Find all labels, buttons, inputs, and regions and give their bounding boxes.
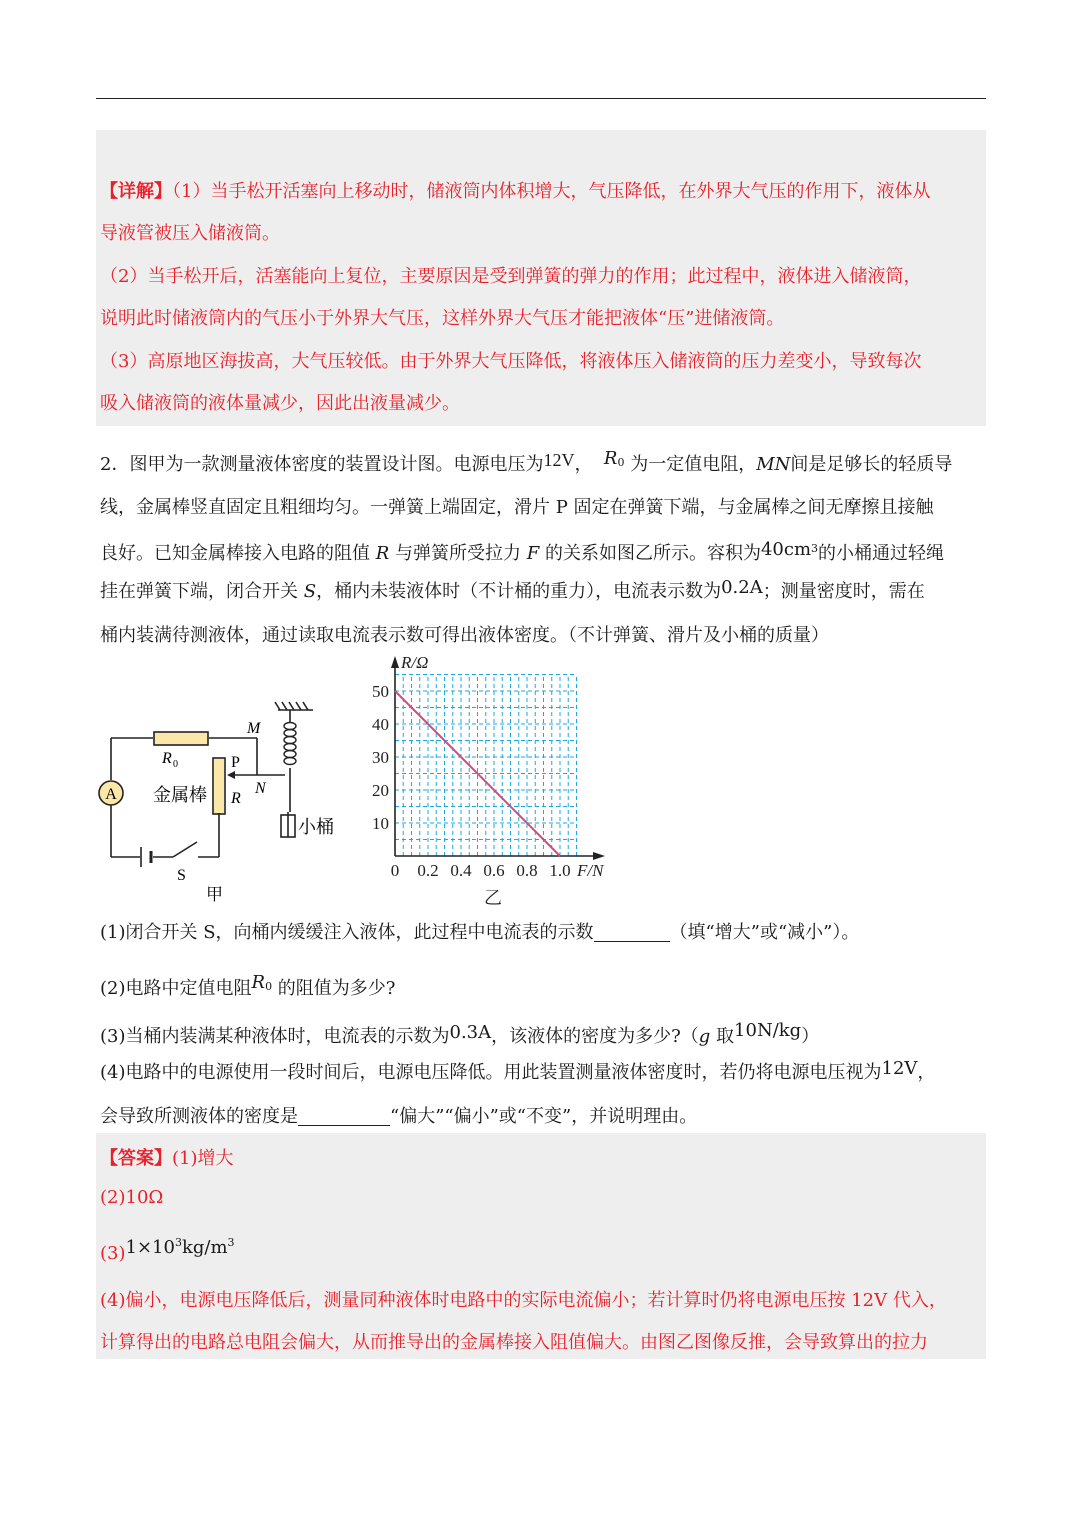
- detail-line-3: （2）当手松开后，活塞能向上复位，主要原因是受到弹簧的弹力的作用；此过程中，液体进入储液筒，: [100, 266, 922, 287]
- subquestion-4-line-2: 会导致所测液体的密度是 “偏大”“偏小”或“不变”，并说明理由。: [100, 1106, 698, 1127]
- question-line-4: 挂在弹簧下端，闭合开关 S，桶内未装液体时（不计桶的重力），电流表示数为0.2A；测量密度时，需在: [100, 577, 925, 602]
- answer-line-5: 计算得出的电路总电阻会偏大，从而推导出的金属棒接入阻值偏大。由图乙图像反推，会导致算出的拉力: [100, 1332, 928, 1353]
- circuit-caption: 甲: [206, 885, 223, 904]
- answer-line-3: $(3)1\times 10^3kg/m^3$: [100, 1236, 235, 1264]
- answer-line-4: (4)偏小，电源电压降低后，测量同种液体时电路中的实际电流偏小；若计算时仍将电源电压按 12V 代入，: [100, 1290, 947, 1311]
- detail-line-2: 导液管被压入储液筒。: [100, 223, 280, 244]
- bucket-label: 小桶: [298, 817, 334, 837]
- chart-caption: 乙: [484, 888, 502, 908]
- x-tick-label: 0.6: [483, 861, 505, 880]
- p-label: P: [231, 754, 240, 771]
- switch-label: S: [177, 867, 186, 884]
- r-label: R: [231, 790, 241, 807]
- subquestion-4-line-1: (4)电路中的电源使用一段时间后，电源电压降低。用此装置测量液体密度时，若仍将电源电压视为12V，: [100, 1058, 936, 1083]
- ammeter-label: A: [105, 786, 117, 803]
- answer-blank-4[interactable]: [298, 1107, 390, 1126]
- rod-label: 金属棒: [153, 785, 207, 805]
- header-rule: [96, 98, 986, 99]
- question-line-5: 桶内装满待测液体，通过读取电流表示数可得出液体密度。（不计弹簧、滑片及小桶的质量）: [100, 625, 829, 646]
- detail-line-4: 说明此时储液筒内的气压小于外界大气压，这样外界大气压才能把液体“压”进储液筒。: [100, 308, 785, 329]
- x-axis-arrow: [593, 852, 605, 860]
- subquestion-1: (1)闭合开关 S，向桶内缓缓注入液体，此过程中电流表的示数 （填“增大”或“减小”）。: [100, 922, 860, 943]
- answer-tag: 【答案】: [100, 1148, 172, 1169]
- resistor-r0: [154, 732, 208, 745]
- y-tick-label: 50: [372, 682, 389, 701]
- answer-blank-1[interactable]: [594, 923, 670, 942]
- detail-line-5: （3）高原地区海拔高，大气压较低。由于外界大气压降低，将液体压入储液筒的压力差变小，导致每次: [100, 351, 922, 372]
- x-axis-label: F/N: [577, 861, 604, 880]
- n-label: N: [255, 780, 266, 797]
- detail-line-6: 吸入储液筒的液体量减少，因此出液量减少。: [100, 393, 460, 414]
- answer-line-2: (2)10Ω: [100, 1187, 164, 1208]
- answer-line-1: 【答案】(1)增大: [100, 1148, 234, 1169]
- m-label: M: [247, 720, 261, 737]
- x-tick-label: 0.4: [450, 861, 472, 880]
- detail-tag: 【详解】: [100, 181, 172, 202]
- metal-rod: [214, 759, 224, 813]
- origin-label: 0: [390, 861, 400, 880]
- circuit-diagram: [95, 690, 335, 905]
- r0-label: R: [162, 750, 172, 767]
- question-line-1: 2．图甲为一款测量液体密度的装置设计图。电源电压为12V， $R_0$ 为一定值电阻，MN间是足够长的轻质导: [100, 448, 953, 475]
- subquestion-3: (3)当桶内装满某种液体时，电流表的示数为0.3A，该液体的密度为多少?（g 取10N/kg）: [100, 1020, 820, 1047]
- y-tick-label: 30: [372, 748, 389, 767]
- detail-line-1: 【详解】（1）当手松开活塞向上移动时，储液筒内体积增大，气压降低，在外界大气压的作用下，液体从: [100, 181, 931, 202]
- question-line-3: 良好。已知金属棒接入电路的阻值 R 与弹簧所受拉力 F 的关系如图乙所示。容积为$40cm^3$的小桶通过轻绳: [100, 539, 945, 564]
- x-tick-label: 0.8: [516, 861, 538, 880]
- y-tick-label: 40: [372, 715, 389, 734]
- y-tick-label: 10: [372, 814, 389, 833]
- question-line-2: 线，金属棒竖直固定且粗细均匀。一弹簧上端固定，滑片 P 固定在弹簧下端，与金属棒之间无摩擦且接触: [100, 497, 934, 518]
- x-tick-label: 0.2: [417, 861, 439, 880]
- y-axis-label: R/Ω: [401, 653, 429, 672]
- y-tick-label: 20: [372, 781, 389, 800]
- x-tick-label: 1.0: [549, 861, 571, 880]
- r-f-chart: [365, 648, 625, 910]
- svg-text:0: 0: [173, 759, 178, 770]
- subquestion-2: (2)电路中定值电阻$R_0$ 的阻值为多少?: [100, 972, 396, 999]
- y-axis-arrow: [391, 656, 399, 668]
